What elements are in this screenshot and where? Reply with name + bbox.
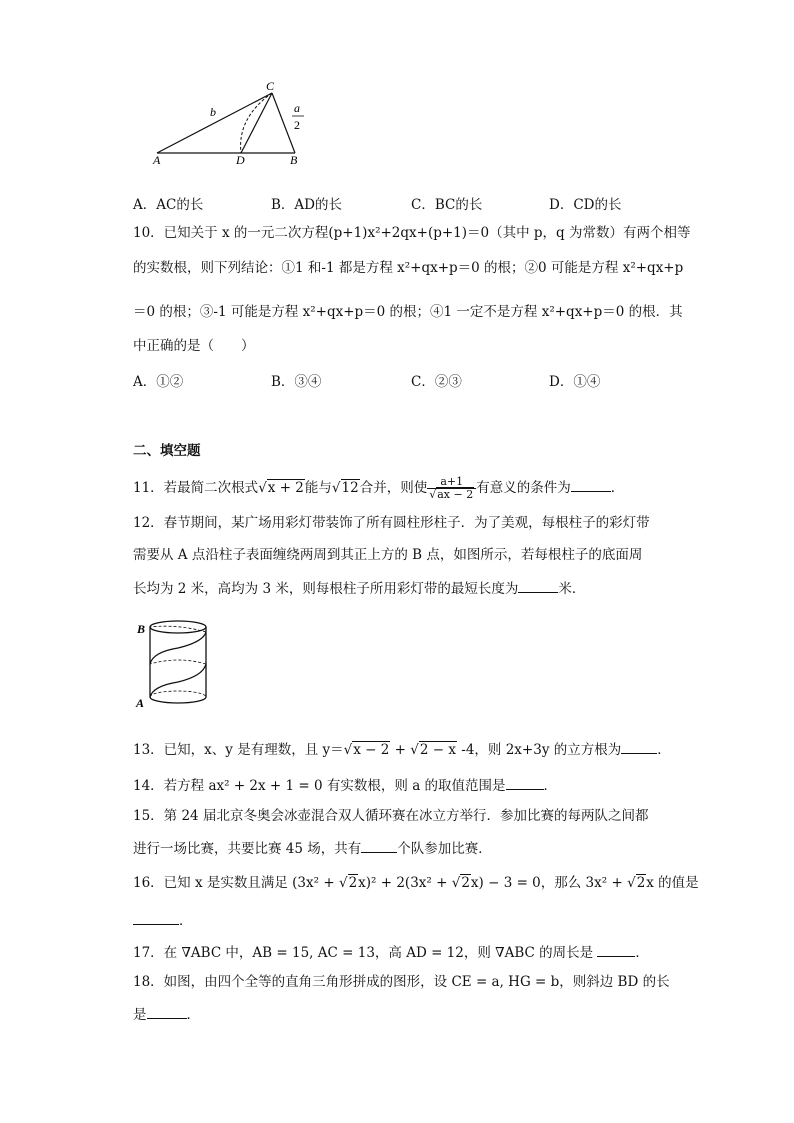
q10-option-b: B．③④ <box>271 374 322 390</box>
q14: 14．若方程 ax² + 2x + 1 = 0 有实数根，则 a 的取值范围是 ． <box>133 775 557 795</box>
cylinder-figure <box>133 612 217 712</box>
q16-answer-blank[interactable] <box>133 910 179 925</box>
q11-answer-blank[interactable] <box>571 477 611 492</box>
q11-denominator: √ax − 2 <box>429 488 474 501</box>
q11-radicand-1: x + 2 <box>267 480 304 496</box>
label-b: b <box>210 105 216 119</box>
q10-option-c: C．②③ <box>411 374 462 390</box>
label-D: D <box>236 153 245 166</box>
q11-numerator: a+1 <box>427 476 476 489</box>
q18-line-2: 是 ． <box>133 1004 200 1024</box>
label-A: A <box>153 153 161 166</box>
q14-answer-blank[interactable] <box>506 775 544 790</box>
q11-text-a: 11．若最简二次根式 <box>133 480 259 496</box>
q9-option-d: D．CD的长 <box>549 197 622 213</box>
q9-option-c: C．BC的长 <box>411 197 483 213</box>
q11-text-e: ． <box>610 480 625 496</box>
label-B: B <box>290 153 298 166</box>
q15-answer-blank[interactable] <box>361 838 397 853</box>
label-a: a <box>294 101 300 115</box>
q10-line-2: 的实数根，则下列结论：①1 和-1 都是方程 x²+qx+p＝0 的根；②0 可能是方程 x²+qx+p <box>133 260 684 276</box>
q11-text-d: 有意义的条件为 <box>476 480 571 496</box>
q15-line-2: 进行一场比赛，共要比赛 45 场，共有 个队参加比赛． <box>133 838 492 858</box>
q10-option-a: A．①② <box>133 374 184 390</box>
q9-option-b: B．AD的长 <box>271 197 342 213</box>
cylinder-label-B: B <box>137 622 146 636</box>
triangle-figure <box>145 78 315 166</box>
q11-text-c: 合并，则使 <box>359 480 428 496</box>
q16: 16．已知 x 是实数且满足 (3x² + √2x)² + 2(3x² + √2x) − 3 = 0，那么 3x² + √2x 的值是 <box>133 875 699 891</box>
section-heading: 二、填空题 <box>133 443 201 459</box>
q9-option-a: A．AC的长 <box>133 197 204 213</box>
q11-text-b: 能与 <box>304 480 332 496</box>
q11-radicand-2: 12 <box>341 480 359 496</box>
q16-line-2: ． <box>133 910 193 930</box>
q10-line-1: 10．已知关于 x 的一元二次方程(p+1)x²+2qx+(p+1)＝0（其中 p，q 为常数）有两个相等 <box>133 225 691 241</box>
q13-radicand-1: x − 2 <box>353 742 390 758</box>
q15-line-1: 15．第 24 届北京冬奥会冰壶混合双人循环赛在冰立方举行．参加比赛的每两队之间都 <box>133 808 649 824</box>
q12-line-3: 长均为 2 米，高均为 3 米，则每根柱子所用彩灯带的最短长度为 米． <box>133 578 585 598</box>
q11-fraction <box>427 476 476 501</box>
q10-option-d: D．①④ <box>549 374 601 390</box>
label-two: 2 <box>294 118 300 132</box>
q11: 11．若最简二次根式√x + 2能与√12合并，则使 $\frac{a+1}{√ax - 2}$ 有意义的条件为 ． <box>133 475 625 501</box>
q10-line-3: ＝0 的根；③-1 可能是方程 x²+qx+p＝0 的根；④1 一定不是方程 x²+qx+p＝0 的根．其 <box>133 304 683 320</box>
q12-line-2: 需要从 A 点沿柱子表面缠绕两周到其正上方的 B 点，如图所示，若每根柱子的底面周 <box>133 547 643 563</box>
q17: 17．在 ∇ABC 中，AB = 15, AC = 13，高 AD = 12，则 ∇ABC 的周长是 ． <box>133 942 649 962</box>
q13-answer-blank[interactable] <box>621 739 657 754</box>
q18-answer-blank[interactable] <box>147 1004 187 1019</box>
q18-line-1: 18．如图，由四个全等的直角三角形拼成的图形，设 CE = a, HG = b，则斜边 BD 的长 <box>133 974 670 990</box>
q13-radicand-2: 2 − x <box>419 742 456 758</box>
label-C: C <box>266 79 275 93</box>
q10-line-4: 中正确的是（ ） <box>133 338 255 354</box>
cylinder-label-A: A <box>136 696 145 710</box>
q13: 13．已知，x、y 是有理数，且 y＝√x − 2 + √2 − x -4，则 2x+3y 的立方根为 ． <box>133 739 671 759</box>
q12-line-1: 12．春节期间，某广场用彩灯带装饰了所有圆柱形柱子．为了美观，每根柱子的彩灯带 <box>133 515 650 531</box>
q12-answer-blank[interactable] <box>518 578 558 593</box>
q17-answer-blank[interactable] <box>597 942 635 957</box>
